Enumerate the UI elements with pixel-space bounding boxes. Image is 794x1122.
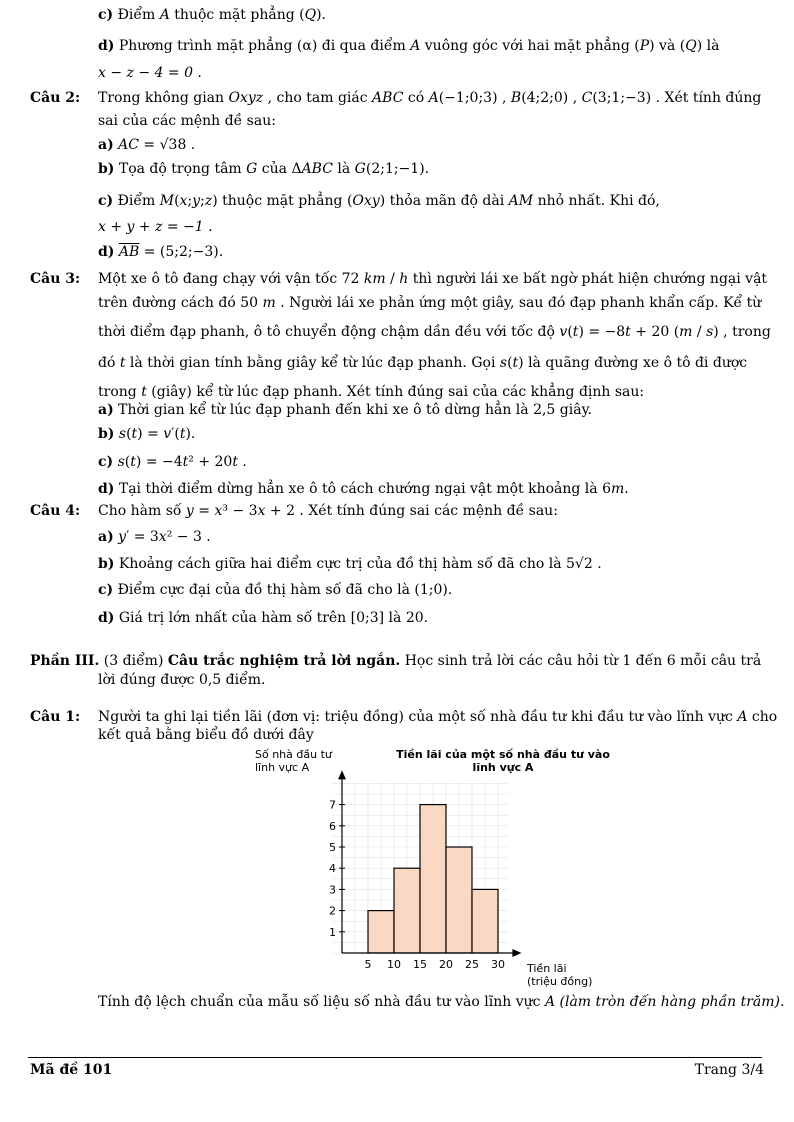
x-tick-label: 25	[465, 958, 479, 971]
p3-q1-stem-cont: kết quả bằng biểu đồ dưới đây	[98, 727, 314, 743]
exam-code: Mã đề 101	[30, 1062, 113, 1078]
x-tick-label: 10	[387, 958, 401, 971]
q2-stem-cont: sai của các mệnh đề sau:	[98, 113, 276, 129]
page-number: Trang 3/4	[694, 1062, 764, 1078]
d-statement: d) Phương trình mặt phẳng (α) đi qua điểm A vuông góc với hai mặt phẳng (P) và (Q) là	[98, 38, 720, 54]
histogram-bar	[394, 868, 420, 953]
q3-stem-1: Một xe ô tô đang chạy với vận tốc 72 km / h thì người lái xe bất ngờ phát hiện chướng ngại vật	[98, 271, 768, 287]
histogram-bar	[446, 847, 472, 953]
x-axis-label-line-1: Tiền lãi	[527, 962, 567, 975]
x-tick-label: 30	[491, 958, 505, 971]
histogram-chart	[245, 745, 615, 993]
q3-b: b) s(t) = v′(t).	[98, 426, 196, 442]
y-tick-label: 2	[329, 904, 336, 918]
q4-d: d) Giá trị lớn nhất của hàm số trên [0;3] là 20.	[98, 610, 429, 626]
footer-rule	[28, 1057, 762, 1058]
d-statement-cont: x − z − 4 = 0 .	[98, 65, 202, 81]
q3-a: a) Thời gian kể từ lúc đạp phanh đến khi xe ô tô dừng hẳn là 2,5 giây.	[98, 402, 593, 418]
q2-c-cont: x + y + z = −1 .	[98, 219, 213, 235]
chart-title-line-2: lĩnh vực A	[472, 761, 534, 774]
q4-a: a) y′ = 3x² − 3 .	[98, 529, 211, 545]
q3-stem-5: trong t (giây) kể từ lúc đạp phanh. Xét tính đúng sai của các khẳng định sau:	[98, 384, 645, 400]
q4-c: c) Điểm cực đại của đồ thị hàm số đã cho là (1;0).	[98, 582, 453, 598]
x-axis-label-line-2: (triệu đồng)	[527, 975, 593, 988]
q4-stem: Cho hàm số y = x³ − 3x + 2 . Xét tính đúng sai các mệnh đề sau:	[98, 503, 558, 519]
histogram-bar	[368, 911, 394, 953]
q2-c: c) Điểm M(x;y;z) thuộc mặt phẳng (Oxy) thỏa mãn độ dài AM nhỏ nhất. Khi đó,	[98, 193, 660, 209]
y-tick-label: 6	[329, 819, 336, 833]
q3-stem-2: trên đường cách đó 50 m . Người lái xe phản ứng một giây, sau đó đạp phanh khẩn cấp. Kể từ	[98, 295, 762, 311]
p3-q1-task: Tính độ lệch chuẩn của mẫu số liệu số nhà đầu tư vào lĩnh vực A (làm tròn đến hàng phần trăm).	[98, 994, 785, 1010]
question-4-label: Câu 4:	[30, 503, 81, 519]
q4-b: b) Khoảng cách giữa hai điểm cực trị của đồ thị hàm số đã cho là 5√2 .	[98, 556, 602, 572]
x-tick-label: 20	[439, 958, 453, 971]
q3-c: c) s(t) = −4t² + 20t .	[98, 454, 247, 470]
part-3-heading-cont: lời đúng được 0,5 điểm.	[98, 672, 266, 688]
y-tick-label: 1	[329, 925, 336, 939]
q2-stem: Trong không gian Oxyz , cho tam giác ABC có A(−1;0;3) , B(4;2;0) , C(3;1;−3) . Xét tính đúng	[98, 90, 762, 106]
y-tick-label: 5	[329, 841, 336, 854]
question-3-label: Câu 3:	[30, 271, 81, 287]
q2-d: d) $\overline{AB}$ = (5;2;−3).	[98, 244, 224, 260]
p3-question-1-label: Câu 1:	[30, 709, 81, 725]
histogram-bar	[472, 889, 498, 953]
x-tick-label: 5	[364, 958, 372, 971]
q2-b: b) Tọa độ trọng tâm G của ΔABC là G(2;1;−1).	[98, 161, 430, 177]
y-tick-label: 7	[329, 798, 336, 812]
y-tick-label: 4	[329, 862, 336, 876]
q3-d: d) Tại thời điểm dừng hẳn xe ô tô cách chướng ngại vật một khoảng là 6m.	[98, 481, 629, 497]
q2-a: a) AC = √38 .	[98, 137, 196, 153]
y-axis-label-line-1: Số nhà đầu tư	[255, 748, 332, 761]
c-statement: c) Điểm A thuộc mặt phẳng (Q).	[98, 7, 327, 23]
x-tick-label: 15	[413, 958, 427, 971]
y-tick-label: 3	[329, 883, 336, 897]
y-axis-label-line-2: lĩnh vực A	[255, 761, 310, 774]
chart-title-line-1: Tiền lãi của một số nhà đầu tư vào	[396, 748, 610, 761]
y-axis-arrow	[338, 770, 346, 779]
part-3-heading: Phần III. (3 điểm) Câu trắc nghiệm trả lời ngắn. Học sinh trả lời các câu hỏi từ 1 đến 6 mỗi câu trả	[30, 653, 762, 669]
q3-stem-4: đó t là thời gian tính bằng giây kể từ lúc đạp phanh. Gọi s(t) là quãng đường xe ô tô đi được	[98, 355, 748, 371]
x-axis-arrow	[512, 949, 521, 957]
p3-q1-stem: Người ta ghi lại tiền lãi (đơn vị: triệu đồng) của một số nhà đầu tư khi đầu tư vào lĩnh vực A cho	[98, 709, 778, 725]
q3-stem-3: thời điểm đạp phanh, ô tô chuyển động chậm dần đều với tốc độ v(t) = −8t + 20 (m / s) , trong	[98, 324, 771, 340]
question-2-label: Câu 2:	[30, 90, 81, 106]
histogram-bar	[420, 805, 446, 953]
